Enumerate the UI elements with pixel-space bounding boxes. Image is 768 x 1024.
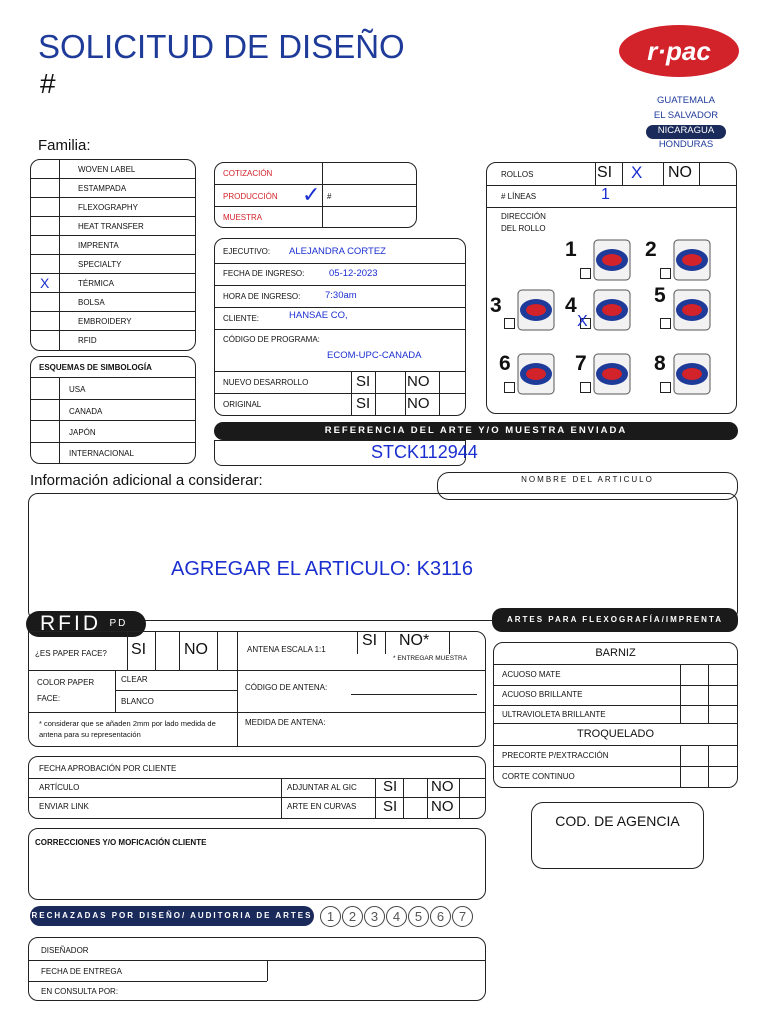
roll-number: 4 [565, 294, 577, 317]
medida-antena-label: MEDIDA DE ANTENA: [245, 718, 326, 727]
familia-item: IMPRENTA [78, 241, 119, 250]
ejecutivo-label: EJECUTIVO: [223, 247, 271, 256]
fecha-entrega-label: FECHA DE ENTREGA [41, 967, 122, 976]
title-hash: # [40, 68, 56, 99]
familia-label: Familia: [38, 137, 91, 154]
barniz-title: BARNIZ [595, 647, 636, 659]
country-el-salvador: EL SALVADOR [653, 110, 719, 121]
lineas-value: 1 [601, 186, 610, 203]
original-si: SI [356, 395, 371, 412]
rechazo-circle[interactable]: 2 [342, 906, 363, 927]
troquelado-title: TROQUELADO [576, 728, 654, 740]
correcciones-label: CORRECCIONES Y/O MOFICACIÓN CLIENTE [35, 838, 207, 847]
rechazadas-bar [30, 906, 314, 926]
familia-item: ESTAMPADA [78, 184, 127, 193]
cliente-value: HANSAE CO, [289, 310, 348, 321]
barniz-acuoso-mate: ACUOSO MATE [502, 670, 561, 679]
roll-number: 5 [654, 284, 666, 307]
roll-checkbox[interactable] [504, 382, 515, 393]
roll-direction-icon [586, 350, 638, 398]
familia-item: TÉRMICA [78, 279, 114, 288]
arte-curvas-label: ARTE EN CURVAS [287, 802, 357, 811]
rollos-no: NO [668, 164, 692, 181]
antena-si: SI [362, 632, 378, 649]
cod-agencia-box [531, 802, 704, 869]
adjuntar-no: NO [431, 778, 454, 795]
country-nicaragua: NICARAGUA [646, 125, 726, 139]
correcciones-box [28, 828, 486, 900]
tipo-produccion: PRODUCCIÓN [223, 192, 278, 201]
produccion-check-icon: ✓ [302, 182, 321, 207]
roll-number: 2 [645, 238, 657, 261]
rpac-logo [616, 22, 742, 80]
roll-direction-icon [666, 236, 718, 284]
rechazo-circle[interactable]: 7 [452, 906, 473, 927]
familia-item: RFID [78, 336, 97, 345]
hora-ingreso-label: HORA DE INGRESO: [223, 292, 301, 301]
adjuntar-gic-label: ADJUNTAR AL GIC [287, 783, 357, 792]
fecha-ingreso-value: 05-12-2023 [329, 268, 378, 279]
country-guatemala: GUATEMALA [657, 95, 715, 106]
barniz-uv-brillante: ULTRAVIOLETA BRILLANTE [502, 710, 606, 719]
nuevo-no: NO [407, 373, 430, 390]
familia-item: HEAT TRANSFER [78, 222, 144, 231]
codigo-programa-value: ECOM-UPC-CANADA [327, 350, 422, 361]
rollos-x-mark: X [631, 163, 643, 182]
country-honduras: HONDURAS [658, 139, 714, 150]
nuevo-si: SI [356, 373, 371, 390]
referencia-field [214, 440, 478, 466]
artes-box [493, 642, 738, 788]
troq-precorte: PRECORTE P/EXTRACCIÓN [502, 751, 609, 760]
termica-x-mark: X [40, 275, 50, 291]
tipo-cotizacion: COTIZACIÓN [223, 169, 273, 178]
artes-bar [492, 608, 738, 632]
original-no: NO [407, 395, 430, 412]
page-title: SOLICITUD DE DISEÑO [38, 28, 405, 65]
paper-face-label: ¿ES PAPER FACE? [35, 649, 107, 658]
adjuntar-si: SI [383, 778, 398, 795]
roll-checkbox[interactable] [660, 382, 671, 393]
referencia-title: REFERENCIA DEL ARTE Y/O MUESTRA ENVIADA [324, 425, 628, 436]
tipo-muestra: MUESTRA [223, 213, 263, 222]
barniz-acuoso-brillante: ACUOSO BRILLANTE [502, 690, 583, 699]
familia-item: FLEXOGRAPHY [78, 203, 139, 212]
roll-direction-icon [510, 350, 562, 398]
final-box [28, 937, 486, 1001]
hora-ingreso-value: 7:30am [325, 290, 357, 301]
nombre-articulo-label: NOMBRE DEL ARTICULO [521, 475, 654, 484]
roll-checkbox[interactable] [660, 268, 671, 279]
roll-direction-icon [510, 286, 562, 334]
familia-item: WOVEN LABEL [78, 165, 136, 174]
info-box [214, 238, 466, 416]
aprobacion-box [28, 756, 486, 819]
rechazo-circle[interactable]: 5 [408, 906, 429, 927]
antena-no: NO* [399, 632, 430, 649]
tipo-box [214, 162, 417, 228]
artes-title: ARTES PARA FLEXOGRAFÍA/IMPRENTA [506, 615, 724, 624]
disenador-label: DISEÑADOR [41, 946, 89, 955]
curvas-no: NO [431, 798, 454, 815]
clear-option: CLEAR [121, 675, 148, 684]
roll-checkbox[interactable] [580, 382, 591, 393]
paper-face-si: SI [131, 641, 147, 658]
roll-direction-icon [666, 286, 718, 334]
rechazo-circle[interactable]: 4 [386, 906, 407, 927]
familia-item: BOLSA [78, 298, 105, 307]
rechazo-circle[interactable]: 3 [364, 906, 385, 927]
roll-number: 1 [565, 238, 577, 261]
codigo-programa-label: CÓDIGO DE PROGRAMA: [223, 335, 320, 344]
antena-note: * considerar que se añaden 2mm por lado medida de antena para su representación [39, 719, 216, 739]
rfid-box [28, 631, 486, 747]
troq-corte-continuo: CORTE CONTINUO [502, 772, 575, 781]
esquema-japon: JAPÓN [69, 428, 96, 437]
roll-checkbox[interactable] [580, 268, 591, 279]
logo-text: r·pac [647, 36, 711, 66]
roll-checkbox[interactable] [660, 318, 671, 329]
roll-number: 3 [490, 294, 502, 317]
roll-direction-icon [586, 236, 638, 284]
familia-item: SPECIALTY [78, 260, 122, 269]
direccion-label: DIRECCIÓN [501, 212, 546, 221]
rechazo-circle[interactable]: 6 [430, 906, 451, 927]
direccion-label2: DEL ROLLO [501, 224, 546, 233]
lineas-label: # LÍNEAS [501, 192, 537, 201]
esquema-canada: CANADA [69, 407, 103, 416]
rollos-si: SI [597, 164, 613, 181]
info-adicional-text: AGREGAR EL ARTICULO: K3116 [171, 558, 473, 580]
paper-face-no: NO [184, 641, 208, 658]
info-adicional-title: Información adicional a considerar: [30, 472, 263, 489]
rollos-label: ROLLOS [501, 170, 534, 179]
rechazadas-circles [320, 906, 474, 927]
fecha-aprobacion-label: FECHA APROBACIÓN POR CLIENTE [39, 764, 177, 773]
roll-checkbox[interactable] [504, 318, 515, 329]
produccion-hash: # [327, 192, 332, 201]
nuevo-desarrollo-label: NUEVO DESARROLLO [223, 378, 309, 387]
fecha-ingreso-label: FECHA DE INGRESO: [223, 269, 305, 278]
roll-number: 6 [499, 352, 511, 375]
roll-direction-icon [586, 286, 638, 334]
esquema-internacional: INTERNACIONAL [69, 449, 134, 458]
blanco-option: BLANCO [121, 697, 154, 706]
info-adicional-box [28, 493, 738, 621]
entregar-muestra-note: * ENTREGAR MUESTRA [393, 655, 468, 662]
codigo-antena-label: CÓDIGO DE ANTENA: [245, 683, 328, 692]
esquemas-title: ESQUEMAS DE SIMBOLOGÍA [39, 363, 152, 372]
roll-direction-icon [666, 350, 718, 398]
roll-4-x-mark: X [577, 313, 588, 330]
roll-number: 7 [575, 352, 587, 375]
rfid-title: RFID [40, 612, 101, 635]
original-label: ORIGINAL [223, 400, 262, 409]
country-list [640, 95, 732, 154]
cod-agencia-label: COD. DE AGENCIA [555, 813, 680, 829]
antena-escala-label: ANTENA ESCALA 1:1 [247, 645, 326, 654]
ejecutivo-value: ALEJANDRA CORTEZ [289, 246, 386, 257]
esquemas-table [30, 356, 196, 464]
enviar-link-label: ENVIAR LINK [39, 802, 89, 811]
referencia-value: STCK112944 [371, 442, 478, 462]
face-label: FACE: [37, 694, 61, 703]
rechazadas-title: RECHAZADAS POR DISEÑO/ AUDITORIA DE ARTES [31, 911, 313, 920]
cliente-label: CLIENTE: [223, 314, 260, 323]
color-paper-label: COLOR PAPER [37, 678, 95, 687]
roll-number: 8 [654, 352, 666, 375]
curvas-si: SI [383, 798, 398, 815]
rfid-pd: PD [109, 618, 128, 629]
esquema-usa: USA [69, 385, 86, 394]
en-consulta-label: EN CONSULTA POR: [41, 987, 119, 996]
referencia-bar [214, 422, 738, 440]
articulo-label: ARTÍCULO [39, 783, 80, 792]
familia-item: EMBROIDERY [78, 317, 132, 326]
rechazo-circle[interactable]: 1 [320, 906, 341, 927]
